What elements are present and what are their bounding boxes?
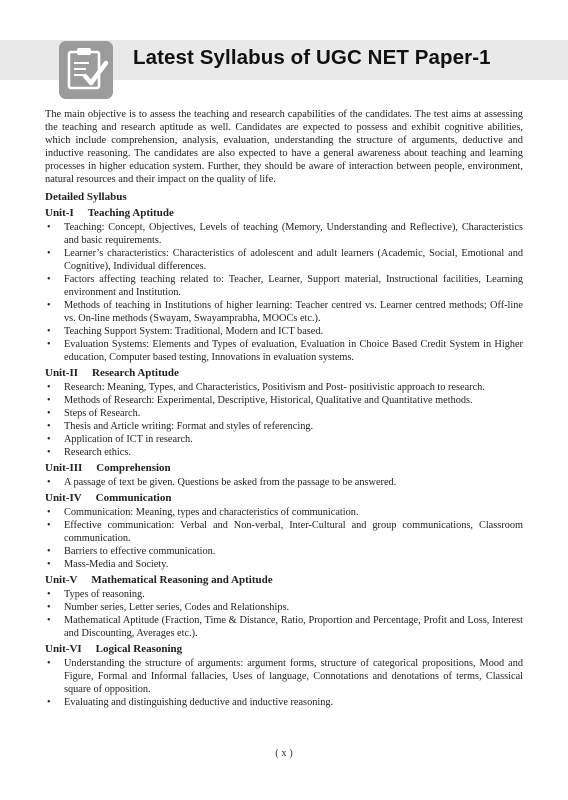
- list-item: • Methods of Research: Experimental, Descriptive, Historical, Qualitative and Quantitative methods.: [45, 394, 523, 407]
- list-item: • Mathematical Aptitude (Fraction, Time & Distance, Ratio, Proportion and Percentage, Profit and Loss, Interest and Discounting, Averages etc.).: [45, 614, 523, 640]
- syllabus-content: [45, 108, 523, 710]
- list-item: • Teaching: Concept, Objectives, Levels of teaching (Memory, Understanding and Reflective), Characteristics and basic requirements.: [45, 221, 523, 247]
- clipboard-check-icon: [59, 41, 113, 99]
- unit-topic-list: [45, 506, 523, 571]
- unit-number: Unit-IV: [45, 492, 82, 504]
- list-item: • A passage of text be given. Questions be asked from the passage to be answered.: [45, 476, 523, 489]
- unit-topic-list: [45, 221, 523, 364]
- unit-heading: [45, 491, 523, 505]
- list-item: • Research ethics.: [45, 446, 523, 459]
- unit-heading: [45, 461, 523, 475]
- list-item: • Evaluation Systems: Elements and Types of evaluation, Evaluation in Choice Based Credit System in Higher education, Computer based testing, Innovations in evaluation systems.: [45, 338, 523, 364]
- unit-topic-list: [45, 381, 523, 459]
- list-item: • Application of ICT in research.: [45, 433, 523, 446]
- list-item: • Learner’s characteristics: Characteristics of adolescent and adult learners (Academic, Social, Emotional and Cognitive), Individual differences.: [45, 247, 523, 273]
- unit-name: Logical Reasoning: [95, 643, 183, 655]
- unit-heading: [45, 573, 523, 587]
- unit-heading: [45, 366, 523, 380]
- intro-paragraph: The main objective is to assess the teaching and research capabilities of the candidates. The test aims at assessing the teaching and research aptitude as well. Candidates are expected to possess and exhibit cognitive abilities, which include comprehension, analysis, evaluation, understanding the structure of arguments, deductive and inductive reasoning. The candidates are also expected to have a general awareness about teaching and learning processes in higher education system. Further, they should be aware of interaction between people, environment, natural resources and their impact on the quality of life.: [45, 109, 523, 185]
- page-number: ( x ): [275, 748, 293, 759]
- unit-number: Unit-V: [45, 574, 78, 586]
- unit-number: Unit-VI: [45, 643, 82, 655]
- list-item: • Effective communication: Verbal and Non-verbal, Inter-Cultural and group communications, Classroom communication.: [45, 519, 523, 545]
- units-container: [45, 206, 523, 709]
- list-item: • Evaluating and distinguishing deductive and inductive reasoning.: [45, 696, 523, 709]
- list-item: • Number series, Letter series, Codes and Relationships.: [45, 601, 523, 614]
- detailed-syllabus-heading: Detailed Syllabus: [45, 191, 127, 203]
- list-item: • Mass-Media and Society.: [45, 558, 523, 571]
- list-item: • Research: Meaning, Types, and Characteristics, Positivism and Post- positivistic approach to research.: [45, 381, 523, 394]
- list-item: • Understanding the structure of arguments: argument forms, structure of categorical propositions, Mood and Figure, Formal and Informal fallacies, Uses of language, Connotations and denotations of terms, Classical square of opposition.: [45, 657, 523, 696]
- list-item: • Factors affecting teaching related to: Teacher, Learner, Support material, Instructional facilities, Learning environment and Institution.: [45, 273, 523, 299]
- unit-topic-list: [45, 588, 523, 640]
- unit-topic-list: [45, 657, 523, 709]
- list-item: • Communication: Meaning, types and characteristics of communication.: [45, 506, 523, 519]
- list-item: • Barriers to effective communication.: [45, 545, 523, 558]
- list-item: • Methods of teaching in Institutions of higher learning: Teacher centred vs. Learner centred methods; Off-line vs. On-line methods (Swayam, Swayamprabha, MOOCs etc.).: [45, 299, 523, 325]
- unit-name: Mathematical Reasoning and Aptitude: [91, 574, 273, 586]
- unit-number: Unit-II: [45, 367, 79, 379]
- list-item: • Teaching Support System: Traditional, Modern and ICT based.: [45, 325, 523, 338]
- page-title: Latest Syllabus of UGC NET Paper-1: [133, 46, 491, 69]
- unit-topic-list: [45, 476, 523, 489]
- unit-name: Communication: [95, 492, 172, 504]
- unit-name: Teaching Aptitude: [87, 207, 174, 219]
- unit-number: Unit-I: [45, 207, 74, 219]
- unit-number: Unit-III: [45, 462, 83, 474]
- unit-heading: [45, 642, 523, 656]
- list-item: • Thesis and Article writing: Format and styles of referencing.: [45, 420, 523, 433]
- unit-name: Comprehension: [96, 462, 171, 474]
- list-item: • Types of reasoning.: [45, 588, 523, 601]
- unit-heading: [45, 206, 523, 220]
- unit-name: Research Aptitude: [92, 367, 179, 379]
- list-item: • Steps of Research.: [45, 407, 523, 420]
